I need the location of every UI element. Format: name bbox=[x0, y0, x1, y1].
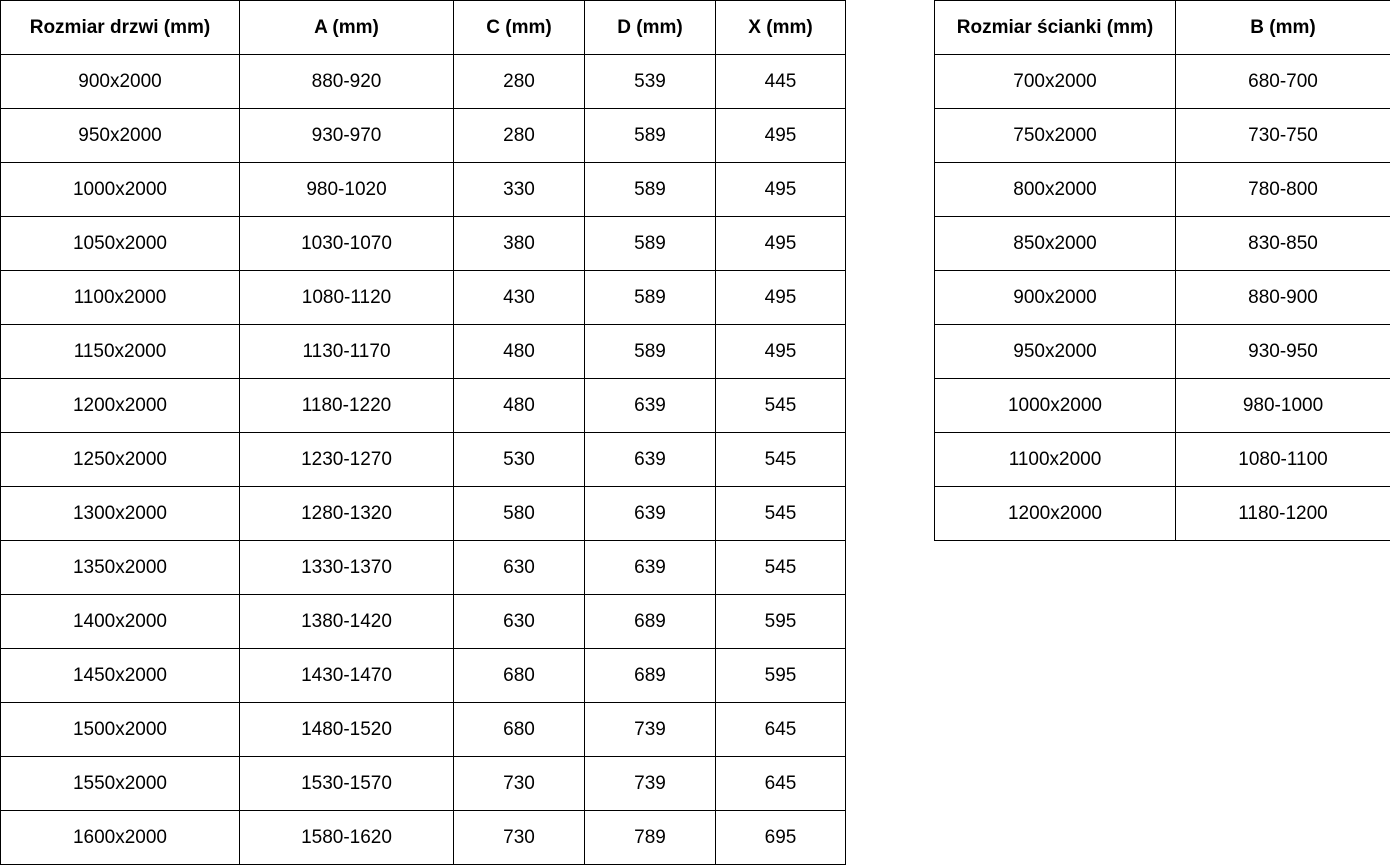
table-row bbox=[935, 109, 1390, 163]
cell-x: 695 bbox=[716, 811, 846, 865]
table-row bbox=[1, 271, 846, 325]
cell-x: 645 bbox=[716, 757, 846, 811]
cell-door-size: 1100x2000 bbox=[1, 271, 240, 325]
cell-c: 680 bbox=[454, 649, 585, 703]
cell-door-size: 1000x2000 bbox=[1, 163, 240, 217]
cell-d: 589 bbox=[585, 109, 716, 163]
cell-a: 1080-1120 bbox=[240, 271, 454, 325]
cell-door-size: 950x2000 bbox=[1, 109, 240, 163]
table-row bbox=[1, 325, 846, 379]
cell-c: 480 bbox=[454, 325, 585, 379]
cell-d: 589 bbox=[585, 325, 716, 379]
cell-d: 639 bbox=[585, 379, 716, 433]
table-row bbox=[1, 433, 846, 487]
cell-door-size: 1050x2000 bbox=[1, 217, 240, 271]
table-header-row bbox=[1, 1, 846, 55]
table-row bbox=[1, 217, 846, 271]
cell-door-size: 1250x2000 bbox=[1, 433, 240, 487]
column-header-a: A (mm) bbox=[240, 1, 454, 55]
table-row bbox=[935, 487, 1390, 541]
cell-a: 1280-1320 bbox=[240, 487, 454, 541]
column-header-b: B (mm) bbox=[1176, 1, 1390, 55]
cell-d: 639 bbox=[585, 487, 716, 541]
cell-d: 639 bbox=[585, 433, 716, 487]
cell-x: 495 bbox=[716, 271, 846, 325]
cell-b: 1180-1200 bbox=[1176, 487, 1390, 541]
table-row bbox=[1, 109, 846, 163]
cell-b: 1080-1100 bbox=[1176, 433, 1390, 487]
table-row bbox=[935, 55, 1390, 109]
table-row bbox=[935, 379, 1390, 433]
cell-door-size: 1500x2000 bbox=[1, 703, 240, 757]
cell-x: 495 bbox=[716, 109, 846, 163]
cell-door-size: 1150x2000 bbox=[1, 325, 240, 379]
cell-x: 495 bbox=[716, 217, 846, 271]
cell-x: 545 bbox=[716, 541, 846, 595]
column-header-c: C (mm) bbox=[454, 1, 585, 55]
wall-size-table-header bbox=[935, 1, 1390, 55]
cell-c: 580 bbox=[454, 487, 585, 541]
cell-d: 689 bbox=[585, 649, 716, 703]
table-row bbox=[1, 757, 846, 811]
cell-a: 1380-1420 bbox=[240, 595, 454, 649]
cell-wall-size: 1200x2000 bbox=[935, 487, 1176, 541]
cell-d: 589 bbox=[585, 271, 716, 325]
cell-c: 280 bbox=[454, 109, 585, 163]
cell-x: 495 bbox=[716, 325, 846, 379]
cell-b: 880-900 bbox=[1176, 271, 1390, 325]
cell-wall-size: 1100x2000 bbox=[935, 433, 1176, 487]
cell-a: 1130-1170 bbox=[240, 325, 454, 379]
column-header-d: D (mm) bbox=[585, 1, 716, 55]
cell-c: 630 bbox=[454, 541, 585, 595]
cell-a: 1480-1520 bbox=[240, 703, 454, 757]
cell-door-size: 1200x2000 bbox=[1, 379, 240, 433]
cell-b: 980-1000 bbox=[1176, 379, 1390, 433]
cell-d: 739 bbox=[585, 757, 716, 811]
door-size-table-header bbox=[1, 1, 846, 55]
cell-d: 589 bbox=[585, 163, 716, 217]
cell-d: 589 bbox=[585, 217, 716, 271]
cell-a: 1230-1270 bbox=[240, 433, 454, 487]
table-row bbox=[1, 379, 846, 433]
table-row bbox=[935, 271, 1390, 325]
cell-x: 545 bbox=[716, 433, 846, 487]
table-row bbox=[1, 595, 846, 649]
cell-d: 739 bbox=[585, 703, 716, 757]
cell-a: 1580-1620 bbox=[240, 811, 454, 865]
table-row bbox=[1, 649, 846, 703]
cell-x: 495 bbox=[716, 163, 846, 217]
cell-door-size: 900x2000 bbox=[1, 55, 240, 109]
cell-x: 545 bbox=[716, 379, 846, 433]
column-header-wall-size: Rozmiar ścianki (mm) bbox=[935, 1, 1176, 55]
cell-c: 730 bbox=[454, 811, 585, 865]
column-header-door-size: Rozmiar drzwi (mm) bbox=[1, 1, 240, 55]
table-row bbox=[935, 325, 1390, 379]
table-header-row bbox=[935, 1, 1390, 55]
cell-a: 980-1020 bbox=[240, 163, 454, 217]
table-row bbox=[1, 541, 846, 595]
table-row bbox=[1, 55, 846, 109]
table-row bbox=[1, 703, 846, 757]
cell-c: 730 bbox=[454, 757, 585, 811]
table-row bbox=[935, 217, 1390, 271]
cell-a: 1430-1470 bbox=[240, 649, 454, 703]
cell-wall-size: 750x2000 bbox=[935, 109, 1176, 163]
table-row bbox=[1, 487, 846, 541]
table-row bbox=[935, 163, 1390, 217]
cell-door-size: 1300x2000 bbox=[1, 487, 240, 541]
cell-b: 680-700 bbox=[1176, 55, 1390, 109]
cell-wall-size: 700x2000 bbox=[935, 55, 1176, 109]
cell-door-size: 1450x2000 bbox=[1, 649, 240, 703]
cell-a: 1030-1070 bbox=[240, 217, 454, 271]
cell-wall-size: 1000x2000 bbox=[935, 379, 1176, 433]
cell-door-size: 1400x2000 bbox=[1, 595, 240, 649]
cell-wall-size: 900x2000 bbox=[935, 271, 1176, 325]
table-row bbox=[1, 811, 846, 865]
wall-size-table bbox=[934, 0, 1390, 541]
cell-x: 545 bbox=[716, 487, 846, 541]
cell-x: 595 bbox=[716, 649, 846, 703]
cell-wall-size: 950x2000 bbox=[935, 325, 1176, 379]
cell-b: 730-750 bbox=[1176, 109, 1390, 163]
cell-c: 680 bbox=[454, 703, 585, 757]
cell-d: 539 bbox=[585, 55, 716, 109]
door-size-table-body bbox=[1, 55, 846, 865]
column-header-x: X (mm) bbox=[716, 1, 846, 55]
cell-c: 430 bbox=[454, 271, 585, 325]
cell-a: 1530-1570 bbox=[240, 757, 454, 811]
cell-d: 689 bbox=[585, 595, 716, 649]
cell-wall-size: 850x2000 bbox=[935, 217, 1176, 271]
cell-c: 330 bbox=[454, 163, 585, 217]
table-row bbox=[1, 163, 846, 217]
cell-d: 639 bbox=[585, 541, 716, 595]
cell-d: 789 bbox=[585, 811, 716, 865]
cell-c: 530 bbox=[454, 433, 585, 487]
cell-b: 830-850 bbox=[1176, 217, 1390, 271]
cell-c: 630 bbox=[454, 595, 585, 649]
cell-wall-size: 800x2000 bbox=[935, 163, 1176, 217]
cell-door-size: 1600x2000 bbox=[1, 811, 240, 865]
wall-size-table-body bbox=[935, 55, 1390, 541]
cell-a: 1180-1220 bbox=[240, 379, 454, 433]
cell-x: 445 bbox=[716, 55, 846, 109]
cell-b: 780-800 bbox=[1176, 163, 1390, 217]
cell-door-size: 1350x2000 bbox=[1, 541, 240, 595]
table-row bbox=[935, 433, 1390, 487]
cell-b: 930-950 bbox=[1176, 325, 1390, 379]
cell-a: 880-920 bbox=[240, 55, 454, 109]
cell-x: 595 bbox=[716, 595, 846, 649]
cell-x: 645 bbox=[716, 703, 846, 757]
cell-a: 930-970 bbox=[240, 109, 454, 163]
cell-c: 380 bbox=[454, 217, 585, 271]
cell-door-size: 1550x2000 bbox=[1, 757, 240, 811]
cell-c: 480 bbox=[454, 379, 585, 433]
cell-a: 1330-1370 bbox=[240, 541, 454, 595]
cell-c: 280 bbox=[454, 55, 585, 109]
